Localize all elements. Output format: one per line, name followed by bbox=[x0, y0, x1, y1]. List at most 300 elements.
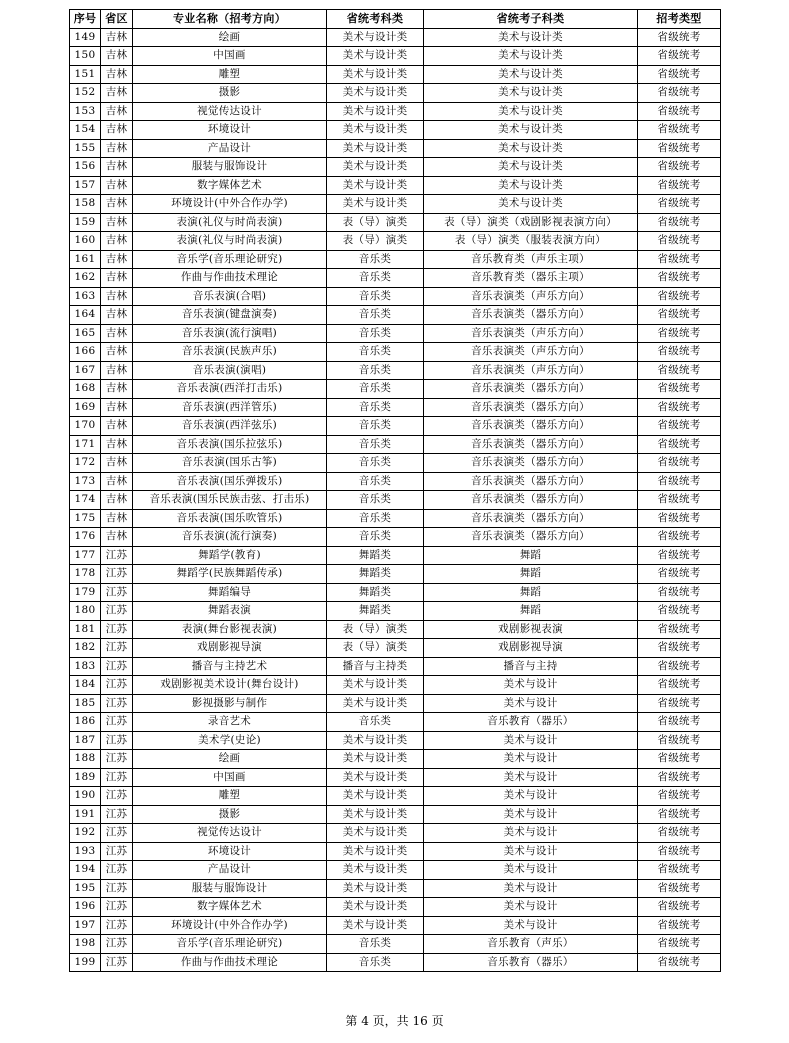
cell-subcategory: 音乐表演类（声乐方向） bbox=[424, 287, 638, 306]
cell-no: 198 bbox=[70, 935, 101, 954]
cell-no: 167 bbox=[70, 361, 101, 380]
cell-subcategory: 舞蹈 bbox=[424, 565, 638, 584]
cell-province: 吉林 bbox=[101, 528, 133, 547]
cell-exam-type: 省级统考 bbox=[638, 195, 721, 214]
cell-province: 吉林 bbox=[101, 158, 133, 177]
table-row bbox=[70, 676, 721, 695]
cell-no: 189 bbox=[70, 768, 101, 787]
cell-province: 吉林 bbox=[101, 287, 133, 306]
cell-major: 绘画 bbox=[133, 750, 327, 769]
cell-no: 195 bbox=[70, 879, 101, 898]
cell-category: 音乐类 bbox=[327, 454, 424, 473]
cell-exam-type: 省级统考 bbox=[638, 787, 721, 806]
table-row bbox=[70, 195, 721, 214]
cell-no: 170 bbox=[70, 417, 101, 436]
cell-subcategory: 美术与设计类 bbox=[424, 121, 638, 140]
cell-no: 149 bbox=[70, 28, 101, 47]
cell-no: 177 bbox=[70, 546, 101, 565]
cell-province: 吉林 bbox=[101, 121, 133, 140]
cell-major: 雕塑 bbox=[133, 65, 327, 84]
cell-category: 美术与设计类 bbox=[327, 768, 424, 787]
cell-subcategory: 美术与设计 bbox=[424, 768, 638, 787]
cell-no: 176 bbox=[70, 528, 101, 547]
cell-major: 音乐表演(演唱) bbox=[133, 361, 327, 380]
cell-category: 美术与设计类 bbox=[327, 750, 424, 769]
cell-subcategory: 美术与设计 bbox=[424, 731, 638, 750]
cell-subcategory: 戏剧影视导演 bbox=[424, 639, 638, 658]
cell-province: 吉林 bbox=[101, 324, 133, 343]
cell-category: 美术与设计类 bbox=[327, 176, 424, 195]
cell-no: 180 bbox=[70, 602, 101, 621]
table-row bbox=[70, 84, 721, 103]
cell-category: 音乐类 bbox=[327, 250, 424, 269]
cell-subcategory: 音乐表演类（器乐方向） bbox=[424, 398, 638, 417]
table-row bbox=[70, 324, 721, 343]
cell-major: 播音与主持艺术 bbox=[133, 657, 327, 676]
table-header-row bbox=[70, 10, 721, 29]
cell-subcategory: 表（导）演类（服装表演方向） bbox=[424, 232, 638, 251]
cell-no: 152 bbox=[70, 84, 101, 103]
table-row bbox=[70, 509, 721, 528]
table-row bbox=[70, 250, 721, 269]
cell-no: 150 bbox=[70, 47, 101, 66]
cell-exam-type: 省级统考 bbox=[638, 306, 721, 325]
cell-category: 音乐类 bbox=[327, 287, 424, 306]
cell-major: 音乐表演(国乐古筝) bbox=[133, 454, 327, 473]
cell-province: 吉林 bbox=[101, 65, 133, 84]
cell-no: 174 bbox=[70, 491, 101, 510]
table-row bbox=[70, 639, 721, 658]
cell-province: 江苏 bbox=[101, 953, 133, 972]
cell-province: 吉林 bbox=[101, 380, 133, 399]
cell-province: 吉林 bbox=[101, 398, 133, 417]
table-row bbox=[70, 306, 721, 325]
cell-province: 江苏 bbox=[101, 879, 133, 898]
cell-no: 155 bbox=[70, 139, 101, 158]
cell-province: 吉林 bbox=[101, 509, 133, 528]
cell-category: 音乐类 bbox=[327, 269, 424, 288]
cell-major: 舞蹈学(民族舞蹈传承) bbox=[133, 565, 327, 584]
cell-major: 中国画 bbox=[133, 768, 327, 787]
cell-category: 美术与设计类 bbox=[327, 676, 424, 695]
cell-exam-type: 省级统考 bbox=[638, 454, 721, 473]
cell-major: 音乐表演(民族声乐) bbox=[133, 343, 327, 362]
cell-major: 影视摄影与制作 bbox=[133, 694, 327, 713]
cell-major: 音乐表演(键盘演奏) bbox=[133, 306, 327, 325]
cell-province: 江苏 bbox=[101, 713, 133, 732]
cell-exam-type: 省级统考 bbox=[638, 713, 721, 732]
table-row bbox=[70, 47, 721, 66]
cell-category: 音乐类 bbox=[327, 398, 424, 417]
cell-major: 视觉传达设计 bbox=[133, 824, 327, 843]
cell-exam-type: 省级统考 bbox=[638, 176, 721, 195]
cell-subcategory: 美术与设计类 bbox=[424, 139, 638, 158]
table-row bbox=[70, 916, 721, 935]
table-row bbox=[70, 935, 721, 954]
table-row bbox=[70, 65, 721, 84]
cell-no: 157 bbox=[70, 176, 101, 195]
cell-exam-type: 省级统考 bbox=[638, 602, 721, 621]
cell-province: 吉林 bbox=[101, 84, 133, 103]
cell-major: 服装与服饰设计 bbox=[133, 879, 327, 898]
cell-exam-type: 省级统考 bbox=[638, 842, 721, 861]
cell-subcategory: 音乐表演类（器乐方向） bbox=[424, 528, 638, 547]
cell-major: 表演(礼仪与时尚表演) bbox=[133, 213, 327, 232]
cell-subcategory: 舞蹈 bbox=[424, 583, 638, 602]
cell-province: 江苏 bbox=[101, 639, 133, 658]
table-row bbox=[70, 28, 721, 47]
cell-category: 音乐类 bbox=[327, 509, 424, 528]
table-row bbox=[70, 620, 721, 639]
cell-subcategory: 美术与设计类 bbox=[424, 47, 638, 66]
cell-major: 音乐表演(国乐拉弦乐) bbox=[133, 435, 327, 454]
cell-exam-type: 省级统考 bbox=[638, 472, 721, 491]
table-row bbox=[70, 694, 721, 713]
cell-exam-type: 省级统考 bbox=[638, 28, 721, 47]
cell-major: 视觉传达设计 bbox=[133, 102, 327, 121]
table-row bbox=[70, 343, 721, 362]
cell-exam-type: 省级统考 bbox=[638, 805, 721, 824]
table-row bbox=[70, 898, 721, 917]
cell-exam-type: 省级统考 bbox=[638, 121, 721, 140]
cell-no: 164 bbox=[70, 306, 101, 325]
cell-category: 美术与设计类 bbox=[327, 731, 424, 750]
cell-major: 音乐学(音乐理论研究) bbox=[133, 250, 327, 269]
table-row bbox=[70, 380, 721, 399]
table-row bbox=[70, 435, 721, 454]
cell-subcategory: 美术与设计 bbox=[424, 694, 638, 713]
cell-category: 音乐类 bbox=[327, 361, 424, 380]
cell-exam-type: 省级统考 bbox=[638, 953, 721, 972]
header-cell: 省统考科类 bbox=[327, 10, 424, 29]
cell-category: 美术与设计类 bbox=[327, 861, 424, 880]
cell-exam-type: 省级统考 bbox=[638, 824, 721, 843]
cell-category: 舞蹈类 bbox=[327, 565, 424, 584]
table-body bbox=[70, 28, 721, 972]
cell-category: 美术与设计类 bbox=[327, 805, 424, 824]
table-row bbox=[70, 583, 721, 602]
table-row bbox=[70, 953, 721, 972]
table-row bbox=[70, 805, 721, 824]
cell-subcategory: 音乐表演类（器乐方向） bbox=[424, 472, 638, 491]
cell-major: 戏剧影视导演 bbox=[133, 639, 327, 658]
cell-subcategory: 美术与设计 bbox=[424, 916, 638, 935]
cell-no: 168 bbox=[70, 380, 101, 399]
cell-no: 165 bbox=[70, 324, 101, 343]
cell-province: 江苏 bbox=[101, 583, 133, 602]
cell-category: 表（导）演类 bbox=[327, 639, 424, 658]
cell-province: 吉林 bbox=[101, 472, 133, 491]
cell-no: 182 bbox=[70, 639, 101, 658]
cell-province: 江苏 bbox=[101, 842, 133, 861]
cell-subcategory: 音乐表演类（器乐方向） bbox=[424, 417, 638, 436]
cell-no: 197 bbox=[70, 916, 101, 935]
cell-major: 服装与服饰设计 bbox=[133, 158, 327, 177]
cell-subcategory: 美术与设计 bbox=[424, 898, 638, 917]
cell-major: 绘画 bbox=[133, 28, 327, 47]
table-row bbox=[70, 602, 721, 621]
cell-exam-type: 省级统考 bbox=[638, 380, 721, 399]
cell-category: 美术与设计类 bbox=[327, 47, 424, 66]
cell-no: 160 bbox=[70, 232, 101, 251]
cell-major: 舞蹈编导 bbox=[133, 583, 327, 602]
cell-major: 表演(舞台影视表演) bbox=[133, 620, 327, 639]
cell-province: 江苏 bbox=[101, 750, 133, 769]
cell-category: 音乐类 bbox=[327, 528, 424, 547]
cell-subcategory: 美术与设计 bbox=[424, 750, 638, 769]
cell-subcategory: 音乐教育（器乐） bbox=[424, 713, 638, 732]
cell-category: 音乐类 bbox=[327, 306, 424, 325]
cell-category: 美术与设计类 bbox=[327, 879, 424, 898]
table-row bbox=[70, 232, 721, 251]
cell-no: 158 bbox=[70, 195, 101, 214]
cell-exam-type: 省级统考 bbox=[638, 417, 721, 436]
cell-major: 摄影 bbox=[133, 84, 327, 103]
table-row bbox=[70, 861, 721, 880]
cell-no: 153 bbox=[70, 102, 101, 121]
cell-no: 193 bbox=[70, 842, 101, 861]
header-cell: 省区 bbox=[101, 10, 133, 29]
cell-exam-type: 省级统考 bbox=[638, 250, 721, 269]
header-cell: 专业名称（招考方向） bbox=[133, 10, 327, 29]
page-footer: 第 4 页，共 16 页 bbox=[345, 1014, 444, 1028]
cell-exam-type: 省级统考 bbox=[638, 158, 721, 177]
cell-province: 江苏 bbox=[101, 787, 133, 806]
cell-exam-type: 省级统考 bbox=[638, 65, 721, 84]
cell-subcategory: 表（导）演类（戏剧影视表演方向） bbox=[424, 213, 638, 232]
cell-province: 吉林 bbox=[101, 435, 133, 454]
cell-subcategory: 美术与设计类 bbox=[424, 65, 638, 84]
cell-major: 舞蹈学(教育) bbox=[133, 546, 327, 565]
table-row bbox=[70, 842, 721, 861]
cell-major: 环境设计(中外合作办学) bbox=[133, 916, 327, 935]
cell-subcategory: 音乐表演类（器乐方向） bbox=[424, 509, 638, 528]
cell-subcategory: 美术与设计类 bbox=[424, 158, 638, 177]
table-row bbox=[70, 528, 721, 547]
cell-province: 江苏 bbox=[101, 861, 133, 880]
cell-exam-type: 省级统考 bbox=[638, 528, 721, 547]
cell-major: 环境设计(中外合作办学) bbox=[133, 195, 327, 214]
table-row bbox=[70, 879, 721, 898]
cell-exam-type: 省级统考 bbox=[638, 213, 721, 232]
cell-province: 江苏 bbox=[101, 898, 133, 917]
cell-major: 音乐学(音乐理论研究) bbox=[133, 935, 327, 954]
cell-category: 美术与设计类 bbox=[327, 842, 424, 861]
cell-category: 美术与设计类 bbox=[327, 139, 424, 158]
cell-category: 美术与设计类 bbox=[327, 102, 424, 121]
cell-exam-type: 省级统考 bbox=[638, 343, 721, 362]
cell-exam-type: 省级统考 bbox=[638, 361, 721, 380]
cell-province: 吉林 bbox=[101, 176, 133, 195]
cell-category: 美术与设计类 bbox=[327, 694, 424, 713]
cell-subcategory: 音乐教育（器乐） bbox=[424, 953, 638, 972]
table-row bbox=[70, 731, 721, 750]
cell-subcategory: 舞蹈 bbox=[424, 546, 638, 565]
cell-major: 数字媒体艺术 bbox=[133, 898, 327, 917]
cell-no: 166 bbox=[70, 343, 101, 362]
cell-no: 178 bbox=[70, 565, 101, 584]
cell-province: 吉林 bbox=[101, 102, 133, 121]
cell-no: 190 bbox=[70, 787, 101, 806]
table-row bbox=[70, 139, 721, 158]
cell-major: 音乐表演(西洋弦乐) bbox=[133, 417, 327, 436]
cell-major: 环境设计 bbox=[133, 842, 327, 861]
cell-major: 摄影 bbox=[133, 805, 327, 824]
cell-category: 美术与设计类 bbox=[327, 84, 424, 103]
cell-exam-type: 省级统考 bbox=[638, 879, 721, 898]
cell-category: 音乐类 bbox=[327, 953, 424, 972]
table-row bbox=[70, 824, 721, 843]
cell-province: 江苏 bbox=[101, 805, 133, 824]
table-row bbox=[70, 417, 721, 436]
cell-no: 185 bbox=[70, 694, 101, 713]
cell-no: 179 bbox=[70, 583, 101, 602]
cell-no: 188 bbox=[70, 750, 101, 769]
cell-province: 江苏 bbox=[101, 916, 133, 935]
cell-no: 181 bbox=[70, 620, 101, 639]
cell-category: 音乐类 bbox=[327, 435, 424, 454]
cell-province: 江苏 bbox=[101, 824, 133, 843]
cell-subcategory: 音乐表演类（声乐方向） bbox=[424, 324, 638, 343]
cell-exam-type: 省级统考 bbox=[638, 546, 721, 565]
cell-no: 192 bbox=[70, 824, 101, 843]
cell-major: 戏剧影视美术设计(舞台设计) bbox=[133, 676, 327, 695]
table-row bbox=[70, 102, 721, 121]
cell-subcategory: 音乐教育类（器乐主项） bbox=[424, 269, 638, 288]
cell-major: 音乐表演(国乐弹拨乐) bbox=[133, 472, 327, 491]
table-row bbox=[70, 491, 721, 510]
cell-subcategory: 美术与设计 bbox=[424, 824, 638, 843]
cell-subcategory: 音乐教育（声乐） bbox=[424, 935, 638, 954]
cell-exam-type: 省级统考 bbox=[638, 509, 721, 528]
cell-category: 音乐类 bbox=[327, 713, 424, 732]
cell-exam-type: 省级统考 bbox=[638, 491, 721, 510]
cell-province: 吉林 bbox=[101, 269, 133, 288]
cell-subcategory: 音乐表演类（器乐方向） bbox=[424, 380, 638, 399]
cell-subcategory: 美术与设计类 bbox=[424, 28, 638, 47]
cell-province: 江苏 bbox=[101, 602, 133, 621]
cell-major: 美术学(史论) bbox=[133, 731, 327, 750]
cell-exam-type: 省级统考 bbox=[638, 676, 721, 695]
cell-category: 美术与设计类 bbox=[327, 28, 424, 47]
cell-exam-type: 省级统考 bbox=[638, 232, 721, 251]
cell-category: 音乐类 bbox=[327, 380, 424, 399]
table-row bbox=[70, 472, 721, 491]
cell-category: 表（导）演类 bbox=[327, 620, 424, 639]
cell-exam-type: 省级统考 bbox=[638, 916, 721, 935]
cell-no: 171 bbox=[70, 435, 101, 454]
table-row bbox=[70, 546, 721, 565]
cell-major: 舞蹈表演 bbox=[133, 602, 327, 621]
cell-province: 吉林 bbox=[101, 306, 133, 325]
cell-exam-type: 省级统考 bbox=[638, 750, 721, 769]
cell-no: 175 bbox=[70, 509, 101, 528]
cell-category: 舞蹈类 bbox=[327, 546, 424, 565]
table-row bbox=[70, 158, 721, 177]
cell-subcategory: 音乐教育类（声乐主项） bbox=[424, 250, 638, 269]
cell-province: 江苏 bbox=[101, 565, 133, 584]
cell-subcategory: 美术与设计 bbox=[424, 676, 638, 695]
cell-category: 美术与设计类 bbox=[327, 916, 424, 935]
cell-province: 吉林 bbox=[101, 195, 133, 214]
cell-province: 吉林 bbox=[101, 491, 133, 510]
cell-no: 196 bbox=[70, 898, 101, 917]
cell-subcategory: 美术与设计类 bbox=[424, 102, 638, 121]
cell-no: 173 bbox=[70, 472, 101, 491]
cell-no: 161 bbox=[70, 250, 101, 269]
header-cell: 省统考子科类 bbox=[424, 10, 638, 29]
cell-subcategory: 美术与设计类 bbox=[424, 176, 638, 195]
cell-exam-type: 省级统考 bbox=[638, 287, 721, 306]
cell-exam-type: 省级统考 bbox=[638, 47, 721, 66]
cell-subcategory: 音乐表演类（器乐方向） bbox=[424, 435, 638, 454]
cell-major: 录音艺术 bbox=[133, 713, 327, 732]
cell-major: 表演(礼仪与时尚表演) bbox=[133, 232, 327, 251]
cell-exam-type: 省级统考 bbox=[638, 935, 721, 954]
cell-exam-type: 省级统考 bbox=[638, 398, 721, 417]
cell-exam-type: 省级统考 bbox=[638, 694, 721, 713]
cell-subcategory: 美术与设计 bbox=[424, 805, 638, 824]
cell-category: 美术与设计类 bbox=[327, 824, 424, 843]
cell-no: 162 bbox=[70, 269, 101, 288]
cell-exam-type: 省级统考 bbox=[638, 861, 721, 880]
cell-major: 音乐表演(合唱) bbox=[133, 287, 327, 306]
cell-exam-type: 省级统考 bbox=[638, 731, 721, 750]
cell-category: 表（导）演类 bbox=[327, 213, 424, 232]
table-row bbox=[70, 176, 721, 195]
cell-no: 151 bbox=[70, 65, 101, 84]
cell-exam-type: 省级统考 bbox=[638, 102, 721, 121]
cell-exam-type: 省级统考 bbox=[638, 657, 721, 676]
cell-province: 吉林 bbox=[101, 417, 133, 436]
table-row bbox=[70, 787, 721, 806]
cell-category: 表（导）演类 bbox=[327, 232, 424, 251]
cell-exam-type: 省级统考 bbox=[638, 435, 721, 454]
cell-exam-type: 省级统考 bbox=[638, 620, 721, 639]
cell-no: 163 bbox=[70, 287, 101, 306]
cell-subcategory: 播音与主持 bbox=[424, 657, 638, 676]
cell-no: 199 bbox=[70, 953, 101, 972]
cell-province: 江苏 bbox=[101, 546, 133, 565]
table-row bbox=[70, 565, 721, 584]
cell-exam-type: 省级统考 bbox=[638, 269, 721, 288]
cell-province: 吉林 bbox=[101, 454, 133, 473]
cell-province: 江苏 bbox=[101, 676, 133, 695]
cell-major: 产品设计 bbox=[133, 861, 327, 880]
cell-category: 播音与主持类 bbox=[327, 657, 424, 676]
cell-exam-type: 省级统考 bbox=[638, 639, 721, 658]
cell-major: 中国画 bbox=[133, 47, 327, 66]
cell-category: 美术与设计类 bbox=[327, 898, 424, 917]
cell-major: 雕塑 bbox=[133, 787, 327, 806]
table-row bbox=[70, 768, 721, 787]
cell-province: 吉林 bbox=[101, 139, 133, 158]
cell-major: 音乐表演(流行演唱) bbox=[133, 324, 327, 343]
cell-major: 环境设计 bbox=[133, 121, 327, 140]
cell-subcategory: 戏剧影视表演 bbox=[424, 620, 638, 639]
table-row bbox=[70, 398, 721, 417]
cell-province: 吉林 bbox=[101, 250, 133, 269]
cell-no: 183 bbox=[70, 657, 101, 676]
cell-subcategory: 音乐表演类（声乐方向） bbox=[424, 343, 638, 362]
cell-major: 作曲与作曲技术理论 bbox=[133, 953, 327, 972]
cell-subcategory: 音乐表演类（器乐方向） bbox=[424, 454, 638, 473]
cell-province: 江苏 bbox=[101, 657, 133, 676]
cell-province: 江苏 bbox=[101, 620, 133, 639]
table-row bbox=[70, 750, 721, 769]
cell-no: 191 bbox=[70, 805, 101, 824]
cell-exam-type: 省级统考 bbox=[638, 565, 721, 584]
